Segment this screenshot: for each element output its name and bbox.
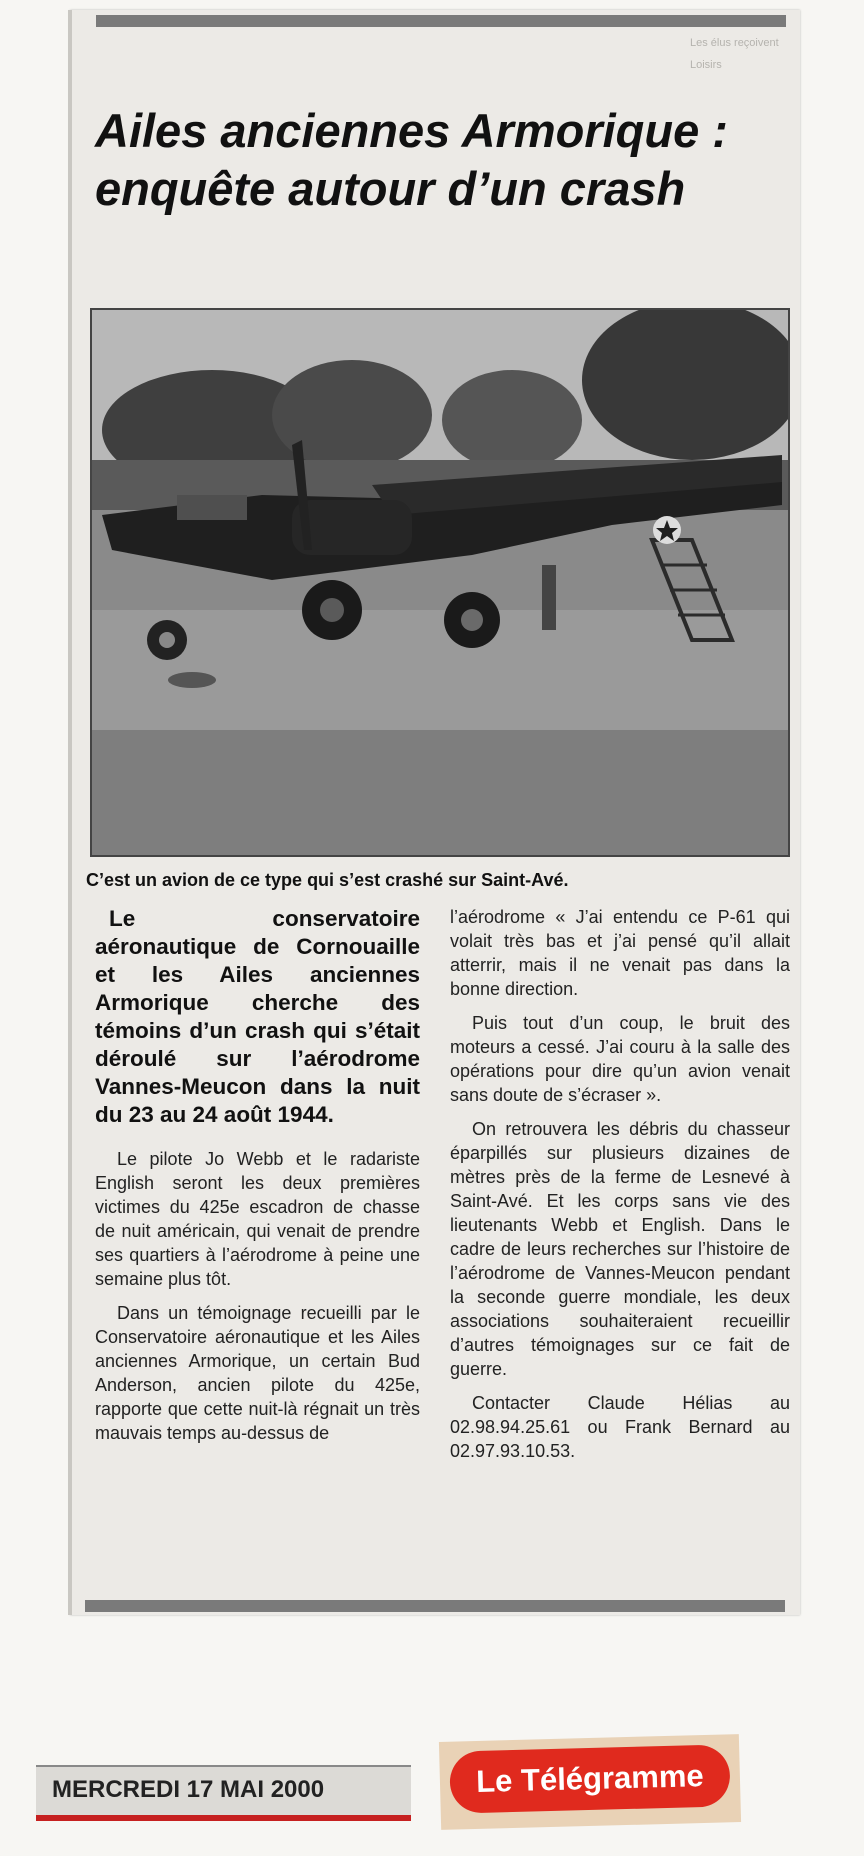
paragraph-1: Le pilote Jo Webb et le radariste English seront les deux premières victimes du 425e escadron de chasse de nuit américain, qui venait de prendre ses quartiers à l’aérodrome à peine une semaine plus tôt. [95, 1149, 420, 1289]
newspaper-name: Le Télégramme [475, 1758, 705, 1799]
newspaper-logo [449, 1744, 731, 1813]
clipping-edge [68, 10, 72, 1615]
article-headline: Ailes anciennes Armorique : enquête autour d’un crash [95, 104, 728, 215]
contact-paragraph: Contacter Claude Hélias au 02.98.94.25.61 ou Frank Bernard au 02.97.93.10.53. [450, 1393, 790, 1461]
bleed-line-1: Les élus reçoivent [690, 37, 779, 49]
aircraft-photo [90, 308, 790, 857]
dateline-underline [36, 1815, 411, 1821]
left-column [95, 905, 420, 1455]
paragraph-2-continued: l’aérodrome « J’ai entendu ce P-61 qui volait très bas et j’ai pensé qu’il allait atterrir, mais il ne venait pas dans la bonne direction. [450, 907, 790, 999]
publication-date: MERCREDI 17 MAI 2000 [52, 1776, 325, 1803]
bottom-rule [85, 1600, 785, 1612]
bleed-line-2: Loisirs [690, 59, 722, 71]
paragraph-4: On retrouvera les débris du chasseur éparpillés sur plusieurs dizaines de mètres près de la ferme de Lesnevé à Saint-Avé. Et les corps sans vie des lieutenants Webb et English. Dans le cadre de leurs recherches sur l’histoire de l’aérodrome de Vannes-Meucon pendant la seconde guerre mondiale, les deux associations souhaiteraient recueillir d’autres témoignages sur ce fait de guerre. [450, 1119, 790, 1379]
paragraph-3: Puis tout d’un coup, le bruit des moteurs a cessé. J’ai couru à la salle des opérations pour dire qu’un avion venait sans doute de s’écraser ». [450, 1013, 790, 1105]
dateline-strip [36, 1765, 411, 1815]
newspaper-clipping [70, 10, 800, 1615]
top-rule [96, 15, 786, 27]
article-lead: Le conservatoire aéronautique de Cornouaille et les Ailes anciennes Armorique cherche des témoins d’un crash qui s’était déroulé sur l’aérodrome Vannes-Meucon dans la nuit du 23 au 24 août 1944. [95, 906, 420, 1127]
right-column [450, 905, 790, 1473]
paragraph-2: Dans un témoignage recueilli par le Conservatoire aéronautique et les Ailes anciennes Armorique, un certain Bud Anderson, ancien pilote du 425e, rapporte que cette nuit-là régnait un très mauvais temps au-dessus de [95, 1303, 420, 1443]
newspaper-logo-clipping [439, 1734, 741, 1830]
bleed-through-text [690, 32, 794, 76]
photo-caption: C’est un avion de ce type qui s’est crashé sur Saint-Avé. [86, 870, 569, 890]
p61-aircraft-image [92, 310, 788, 855]
